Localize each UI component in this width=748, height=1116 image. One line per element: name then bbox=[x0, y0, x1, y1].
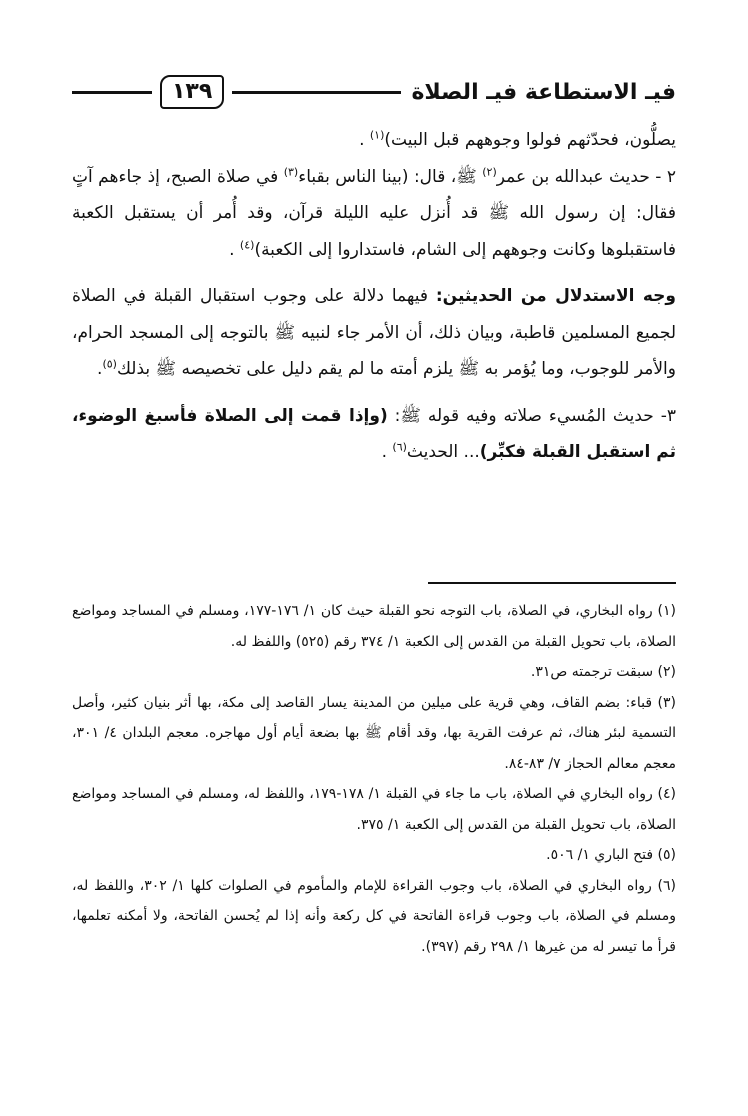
footnote-ref: (٤) bbox=[239, 237, 255, 251]
footnote-4: (٤) رواه البخاري في الصلاة، باب ما جاء في القبلة ١/ ١٧٨-١٧٩، واللفظ له، ومسلم في المساجد ومواضع الصلاة، باب تحويل القبلة من القدس إلى الكعبة ١/ ٣٧٥. bbox=[72, 786, 676, 833]
running-header bbox=[72, 72, 676, 112]
main-text bbox=[72, 122, 676, 471]
footnote-2: (٢) سبقت ترجمته ص٣١. bbox=[530, 664, 676, 680]
paragraph-argument: وجه الاستدلال من الحديثين: فيهما دلالة على وجوب استقبال القبلة في الصلاة لجميع المسلمين قاطبة، وبيان ذلك، أن الأمر جاء لنبيه ﷺ بالتوجه إلى المسجد الحرام، والأمر للوجوب، وما يُؤمر به ﷺ يلزم أمته ما لم يقم دليل على تخصيصه ﷺ بذلك$^{(٥)}$. bbox=[72, 286, 676, 379]
footnote-1: (١) رواه البخاري، في الصلاة، باب التوجه نحو القبلة حيث كان ١/ ١٧٦-١٧٧، ومسلم في المساجد ومواضع الصلاة، باب تحويل القبلة من القدس إلى الكعبة ١/ ٣٧٤ رقم (٥٢٥) واللفظ له. bbox=[72, 603, 676, 650]
footnote-3: (٣) قباء: بضم القاف، وهي قرية على ميلين من المدينة يسار القاصد إلى مكة، بها أثر بنيان كثير، وأصل التسمية لبئر هناك، ثم عرفت القرية بها، وقد أقام ﷺ بها بضعة أيام أول مهاجره. معجم البلدان ٤/ ٣٠١، معجم معالم الحجاز ٧/ ٨٣-٨٤. bbox=[72, 694, 677, 772]
page-number: ١٣٩ bbox=[160, 75, 224, 109]
footnote-6: (٦) رواه البخاري في الصلاة، باب وجوب القراءة للإمام والمأموم في الصلوات كلها ١/ ٣٠٢، واللفظ له، ومسلم في الصلاة، باب وجوب قراءة الفاتحة في كل ركعة وأنه إذا لم يُحسن الفاتحة، ولا أمكنه تعلمها، قرأ ما تيسر له من غيرها ١/ ٢٩٨ رقم (٣٩٧). bbox=[72, 877, 676, 955]
footnote-ref: (١) bbox=[369, 128, 385, 142]
footnote-separator bbox=[428, 582, 676, 584]
footnote-ref: (٦) bbox=[392, 440, 407, 454]
header-rule bbox=[232, 91, 401, 94]
footnote-ref: (٣) bbox=[283, 164, 299, 178]
footnote-ref: (٢) bbox=[482, 164, 497, 178]
header-title: فيـ الاستطاعة فيـ الصلاة bbox=[411, 79, 676, 105]
section-heading: وجه الاستدلال من الحديثين: bbox=[435, 286, 676, 306]
paragraph-hadith-2: ٢ - حديث عبدالله بن عمر$^{(٢)}$ ﷺ، قال: (بينا الناس بقباء$^{(٣)}$ في صلاة الصبح، إذ جاءهم آتٍ فقال: إن رسول الله ﷺ قد أُنزل عليه الليلة قرآن، وقد أُمر أن يستقبل الكعبة فاستقبلوها وكانت وجوههم إلى الشام، فاستداروا إلى الكعبة)$^{(٤)}$ . bbox=[72, 164, 677, 260]
footnote-5: (٥) فتح الباري ١/ ٥٠٦. bbox=[546, 847, 676, 863]
footnote-ref: (٥) bbox=[102, 357, 117, 371]
paragraph-hadith-3: ٣- حديث المُسيء صلاته وفيه قوله ﷺ: (وإذا قمت إلى الصلاة فأسبغ الوضوء، ثم استقبل القبلة فكبِّر)... الحديث$^{(٦)}$ . bbox=[72, 405, 676, 462]
footnotes bbox=[72, 596, 676, 962]
header-rule-left bbox=[72, 91, 152, 94]
paragraph-hadith-1-end: يصلُّون، فحدّثهم فولوا وجوههم قبل البيت)$^{(١)}$ . bbox=[359, 128, 676, 150]
